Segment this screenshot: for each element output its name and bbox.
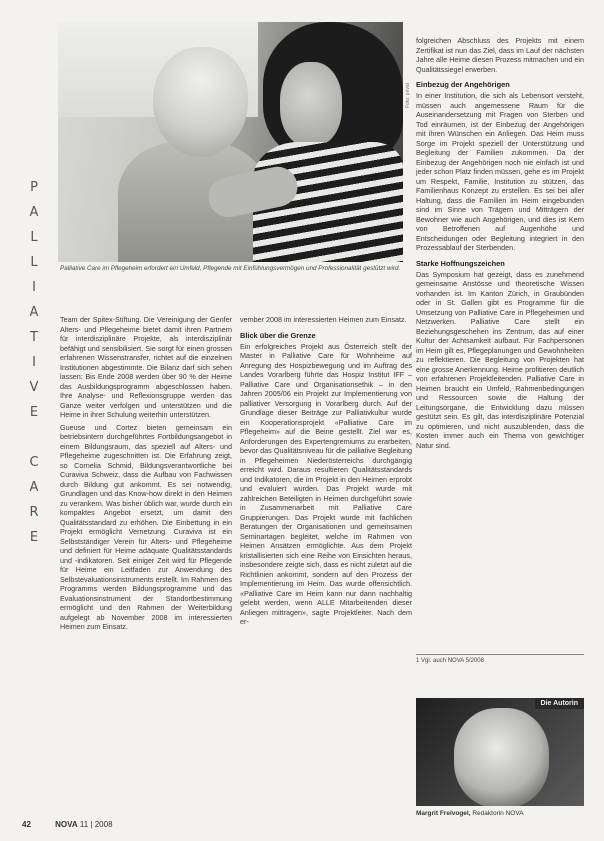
column-3-intro: folgreichen Abschluss des Projekts mit einem Zertifikat ist nun das Ziel, dass im Lauf der nächsten Jahre alle Heime diesen Prozess mitmachen und ein Qualitätssiegel erwerben. bbox=[416, 36, 584, 74]
page-number: 42 bbox=[22, 820, 31, 829]
side-title-letter bbox=[24, 425, 44, 450]
author-name: Margrit Freivogel, bbox=[416, 810, 471, 817]
side-title-letter: A bbox=[29, 205, 39, 220]
article-photo bbox=[58, 22, 403, 262]
column-3 bbox=[416, 36, 584, 646]
side-title-letter: T bbox=[30, 330, 38, 345]
column-3-paragraph: In einer Institution, die sich als Lebensort versteht, müssen auch angemessene Raum für die Auseinandersetzung mit Fragen von Sterben und Tod einräumen, ist der Einbezug der Angehörigen mit ihren Wünschen ein Anliegen. Das Heim muss Sorge im Projekt speziell der Unterstützung und Begleitung der Familien zukommen. Da der Einbezug der Angehörigen noch nie einfach ist und jeder schon Platz finden müssen, gehe es im Projekt um Respekt, Familie, Institution zu stützen, das Familienhaus Konzept zu erstellen. Es sei bei aller Haltung, dass die Familien im Heim eingebunden sind im Sinne von Trägern und Mitträgern der Bewohner wie auch Angehörigen, und dies ist Kern von Betroffenen auf Augenhöhe und Entscheidungen oder Begleitung integriert in den Prozessablauf der Sterbenden. bbox=[416, 91, 584, 252]
column-2-paragraph: Ein erfolgreiches Projekt aus Österreich stellt der Master in Palliative Care für Wohnheime auf Anregung des Hospizbewegung und im Auftrag des Landes Vorarlberg führte das Hospiz Institut IFF – Palliative Care und Organisationsethik – in den Jahren 2005/06 ein Projekt zur Implementierung von palliativer Versorgung in Vorarlberg durch. Auf der Grundlage dieser Beiträge zur Palliativkultur wurde ein Kooperationsprojekt «Palliative Care im Pflegeheim» auf die Beine gestellt. Ziel war es, Anforderungen des Expertengremiums zu erarbeiten, bevor das Qualitätsniveau für die palliative Begleitung in Pflegeheimen Niederösterreichs durchgängig erreicht wird. Daraus resultieren Qualitätsstandards und Indikatoren, die im Projekt in den Heimen erprobt und evaluiert wurden. Das Projekt wurde mit zahlreichen Beteiligten in Heimen durchgeführt sowie in Zusammenarbeit mit Palliative Care Gruppierungen. Das Projekt wurde mit fachlichen Beratungen der Organisationen und gemeinsamen Seminartagen begleitet, welche im Rahmen von Heimen Ansätzen ermöglichte. Aus dem Projekt kristallisierten sich eine Reihe von Einsichten heraus, insbesondere zeigte sich, dass es nicht zuletzt auf die Richtlinien ankommt, sondern auf den Prozess der Implementierung im Heim. Das wurde offensichtlich. «Palliative Care im Heim kann nur dann nachhaltig gelebt werden, wenn ALLE Mitarbeitenden dieser Anliegen mittragen», sagte Projektleiter. Nach dem er- bbox=[240, 341, 412, 626]
section-heading-einbezug: Einbezug der Angehörigen bbox=[416, 80, 510, 89]
column-3-paragraph: Das Symposium hat gezeigt, dass es zunehmend gemeinsame Anstösse und theoretische Wissen vorhanden ist. Im Kanton Zürich, in Graubünden oder in St. Gallen gibt es Programme für die Umsetzung von Palliative Care in Pflegeheimen und Netzwerken. Palliative Care stellt ein Beziehungsgeschehen ins Zentrum, das auf einer Kultur der Achtsamkeit aufbaut. Für Fachpersonen im Heim gilt es, Pflegeplanungen und Gewohnheiten zu reflektieren. Die Begleitung von Projekten hat eine grosse Anerkennung. Heime profitieren deutlich von erfahrenen Projektleitenden. Palliative Care in Heimen braucht ein Umfeld, Rahmenbedingungen und Ressourcen sowie die Haltung der Leitungsorgane, die Entwicklung dazu müssen gestützt sein. Es gilt, das interdisziplinäre Potenzial zu optimieren, und nicht auszublenden, dass die Kosten immer auch ein Thema von gewichtiger Natur sind. bbox=[416, 269, 584, 450]
side-title-letter: C bbox=[29, 455, 39, 470]
side-title-letter: V bbox=[29, 380, 39, 395]
photo-elderly-man-head bbox=[153, 47, 248, 157]
side-title-letter: A bbox=[29, 305, 39, 320]
column-1-paragraph: Gueuse und Cortez bieten gemeinsam ein betriebsintern durchgeführtes Fortbildungsangebot in einem Bildungsraum, das speziell auf Alters- und Pflegeheime zugeschnitten ist. Die Erfahrung zeigt, so Cornelia Schmid, Bildungsverantwortliche bei Curaviva Schweiz, dass die Aufbau von Fachwissen durch Bildung gut ankommt. Es sei notwendig, Grundlagen und das Know-how direkt in den Heimen zu verankern. Was bisher üblich war, wurde durch ein kompaktes Angebot ersetzt, um damit den Qualitätsstandard zu erhöhen. Die Einbettung in ein Projekt ermöglicht Vernetzung. Curaviva ist ein Selbstständiger Verein für Alters- und Pflegeheime und definiert für Heime adäquate Qualitätsstandards und -indikatoren. Seit einiger Zeit wird für Pflegende für Heime ein Leitfaden zur Anwendung des Selbstevaluationsinstruments erstellt. Im Rahmen des Programms werden Bildungsprogramme und das Evaluationsinstrument der Standortbestimmung ermöglicht und den Rahmen der Weiterbildung aufgelegt ab November 2008 im interessierten Heimen zum Einsatz. bbox=[60, 422, 232, 631]
side-title bbox=[24, 175, 44, 550]
side-title-letter: I bbox=[32, 280, 36, 295]
side-title-letter: E bbox=[29, 405, 39, 420]
magazine-name: NOVA bbox=[55, 820, 78, 829]
side-title-letter: I bbox=[32, 355, 36, 370]
author-photo-box bbox=[416, 698, 584, 806]
author-credit bbox=[416, 810, 584, 817]
side-title-letter: A bbox=[29, 480, 39, 495]
side-title-letter: L bbox=[30, 230, 38, 245]
author-portrait bbox=[454, 708, 549, 806]
author-box-label: Die Autorin bbox=[535, 698, 584, 709]
section-heading-blick: Blick über die Grenze bbox=[240, 330, 316, 340]
side-title-letter: R bbox=[29, 505, 39, 520]
column-2-intro: vember 2008 im interessierten Heimen zum Einsatz. bbox=[240, 315, 407, 324]
column-2 bbox=[240, 315, 412, 805]
section-heading-hoffnung: Starke Hoffnungszeichen bbox=[416, 258, 505, 268]
footnote: 1 Vgl. auch NOVA 5/2008 bbox=[416, 654, 584, 664]
side-title-letter: P bbox=[30, 180, 38, 195]
photo-credit: Foto: privat bbox=[405, 82, 411, 108]
photo-caregiver-face bbox=[280, 62, 342, 147]
photo-caption: Palliative Care im Pflegeheim erfordert ein Umfeld, Pflegende mit Einfühlungsvermögen und Professionalität gestützt wird. bbox=[60, 265, 401, 272]
side-title-letter: L bbox=[30, 255, 38, 270]
side-title-letter: E bbox=[29, 530, 39, 545]
page-footer bbox=[22, 820, 113, 829]
column-1-paragraph: Team der Spitex-Stiftung. Die Vereinigung der Genfer Alters- und Pflegeheime bietet damit ihren Partnern für interdisziplinäre Projekte, als interdisziplinär befähigt und sensibilisiert. Sie sorgt für einen grossen erfahrenen Wissenstransfer, richtet auf die einzelnen Institutionen abgestimmte. Die Bilanz darf sich sehen lassen: Bis Ende 2008 werden über 90 % der Heime das Ausbildungsprogramm abgeschlossen haben. Ihre Analyse- und Reflexionsgruppe werden das Ganze weiter verfolgen und unterstützen und die Heime in ihrer Schulung weiterhin unterstützen. bbox=[60, 315, 232, 419]
author-role: Redaktorin NOVA bbox=[472, 810, 524, 817]
column-1 bbox=[60, 315, 232, 805]
issue-label: 11 | 2008 bbox=[79, 820, 113, 829]
